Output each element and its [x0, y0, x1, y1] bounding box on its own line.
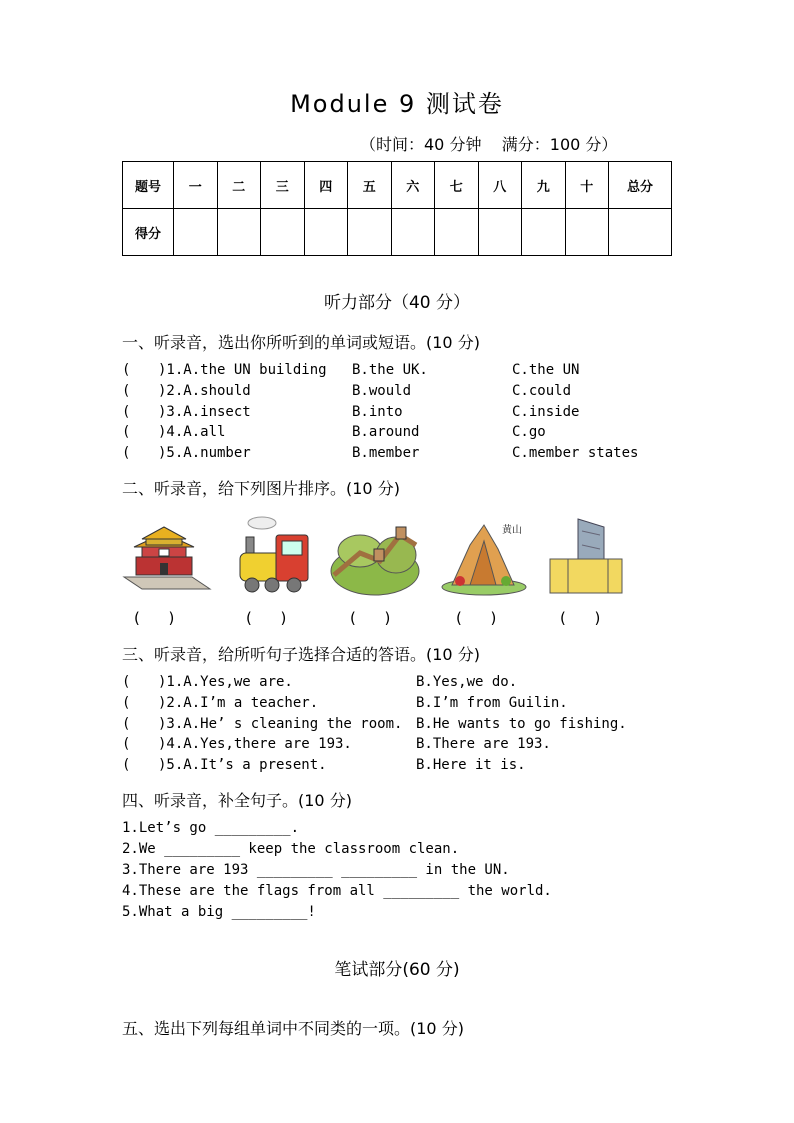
- header-cell: 总分: [609, 162, 672, 209]
- mountain-icon: [440, 515, 530, 600]
- score-cell[interactable]: [609, 209, 672, 256]
- answer-paren: (: [122, 404, 131, 420]
- option-a: )3.A.insect: [158, 404, 251, 420]
- answer-paren: (: [122, 424, 131, 440]
- option-a: )4.A.Yes,there are 193.: [158, 736, 352, 752]
- tiananmen-icon: [122, 515, 212, 600]
- header-cell: 八: [478, 162, 522, 209]
- header-cell: 五: [348, 162, 392, 209]
- fill-sentence: 5.What a big _________!: [122, 904, 316, 920]
- writing-part-title: 笔试部分(60 分): [334, 960, 460, 980]
- score-table-score-row: [123, 209, 672, 256]
- answer-paren: (: [122, 362, 131, 378]
- option-a: )5.A.It’s a present.: [158, 757, 327, 773]
- fill-sentence: 4.These are the flags from all _________ the world.: [122, 883, 552, 899]
- score-cell[interactable]: [478, 209, 522, 256]
- option-b: B.Here it is.: [416, 757, 526, 773]
- option-a: )4.A.all: [158, 424, 226, 440]
- option-b: B.would: [352, 383, 412, 399]
- listening-part-title: 听力部分（40 分）: [323, 293, 471, 313]
- score-cell[interactable]: [174, 209, 218, 256]
- header-cell: 一: [174, 162, 218, 209]
- time-score-info: （时间：40 分钟 满分：100 分）: [360, 135, 618, 154]
- option-c: C.member states: [512, 445, 639, 461]
- option-a: )2.A.I’m a teacher.: [158, 695, 319, 711]
- score-cell[interactable]: [217, 209, 261, 256]
- header-cell: 题号: [123, 162, 174, 209]
- option-b: B.around: [352, 424, 420, 440]
- option-a: )3.A.He’ s cleaning the room.: [158, 716, 403, 732]
- option-b: B.Yes,we do.: [416, 674, 518, 690]
- score-cell[interactable]: [391, 209, 435, 256]
- header-cell: 九: [522, 162, 566, 209]
- score-cell[interactable]: [348, 209, 392, 256]
- picture-order-paren[interactable]: ( ): [134, 609, 175, 627]
- question-row: [122, 383, 682, 403]
- header-cell: 七: [435, 162, 479, 209]
- option-c: C.inside: [512, 404, 580, 420]
- picture-order-paren[interactable]: ( ): [456, 609, 497, 627]
- mountain-label: 黄山: [502, 525, 522, 536]
- section-5-heading: 五、选出下列每组单词中不同类的一项。(10 分): [122, 1019, 464, 1038]
- question-row: [122, 674, 682, 694]
- answer-paren: (: [122, 383, 131, 399]
- question-row: [122, 716, 682, 736]
- fill-sentence: 2.We _________ keep the classroom clean.: [122, 841, 460, 857]
- option-a: )5.A.number: [158, 445, 251, 461]
- option-b: B.into: [352, 404, 403, 420]
- option-b: B.the UK.: [352, 362, 428, 378]
- question-row: [122, 404, 682, 424]
- score-table: [122, 161, 672, 256]
- header-cell: 二: [217, 162, 261, 209]
- question-row: [122, 736, 682, 756]
- answer-paren: (: [122, 674, 131, 690]
- row-label: 得分: [123, 209, 174, 256]
- option-c: C.the UN: [512, 362, 580, 378]
- header-cell: 三: [261, 162, 305, 209]
- score-cell[interactable]: [435, 209, 479, 256]
- great-wall-icon: [330, 515, 420, 600]
- section-1-heading: 一、听录音，选出你所听到的单词或短语。(10 分): [122, 333, 480, 352]
- option-b: B.member: [352, 445, 420, 461]
- option-a: )2.A.should: [158, 383, 251, 399]
- question-row: [122, 695, 682, 715]
- answer-paren: (: [122, 445, 131, 461]
- option-a: )1.A.the UN building: [158, 362, 327, 378]
- score-cell[interactable]: [261, 209, 305, 256]
- page-title: Module 9 测试卷: [290, 90, 504, 118]
- question-row: [122, 362, 682, 382]
- option-b: B.I’m from Guilin.: [416, 695, 568, 711]
- question-row: [122, 445, 682, 465]
- option-b: B.He wants to go fishing.: [416, 716, 627, 732]
- picture-order-paren[interactable]: ( ): [560, 609, 601, 627]
- header-cell: 十: [565, 162, 609, 209]
- picture-order-paren[interactable]: ( ): [246, 609, 287, 627]
- section-2-heading: 二、听录音，给下列图片排序。(10 分): [122, 479, 400, 498]
- answer-paren: (: [122, 716, 131, 732]
- question-row: [122, 424, 682, 444]
- train-icon: [232, 515, 322, 600]
- option-c: C.go: [512, 424, 546, 440]
- score-cell[interactable]: [565, 209, 609, 256]
- skyscraper-icon: [548, 515, 638, 600]
- fill-sentence: 1.Let’s go _________.: [122, 820, 300, 836]
- header-cell: 四: [304, 162, 348, 209]
- answer-paren: (: [122, 757, 131, 773]
- option-b: B.There are 193.: [416, 736, 551, 752]
- score-table-header-row: [123, 162, 672, 209]
- fill-sentence: 3.There are 193 _________ _________ in the UN.: [122, 862, 510, 878]
- question-row: [122, 757, 682, 777]
- section-3-heading: 三、听录音，给所听句子选择合适的答语。(10 分): [122, 645, 480, 664]
- answer-paren: (: [122, 736, 131, 752]
- option-a: )1.A.Yes,we are.: [158, 674, 293, 690]
- score-cell[interactable]: [304, 209, 348, 256]
- option-c: C.could: [512, 383, 572, 399]
- picture-order-paren[interactable]: ( ): [350, 609, 391, 627]
- answer-paren: (: [122, 695, 131, 711]
- header-cell: 六: [391, 162, 435, 209]
- score-cell[interactable]: [522, 209, 566, 256]
- section-4-heading: 四、听录音，补全句子。(10 分): [122, 791, 352, 810]
